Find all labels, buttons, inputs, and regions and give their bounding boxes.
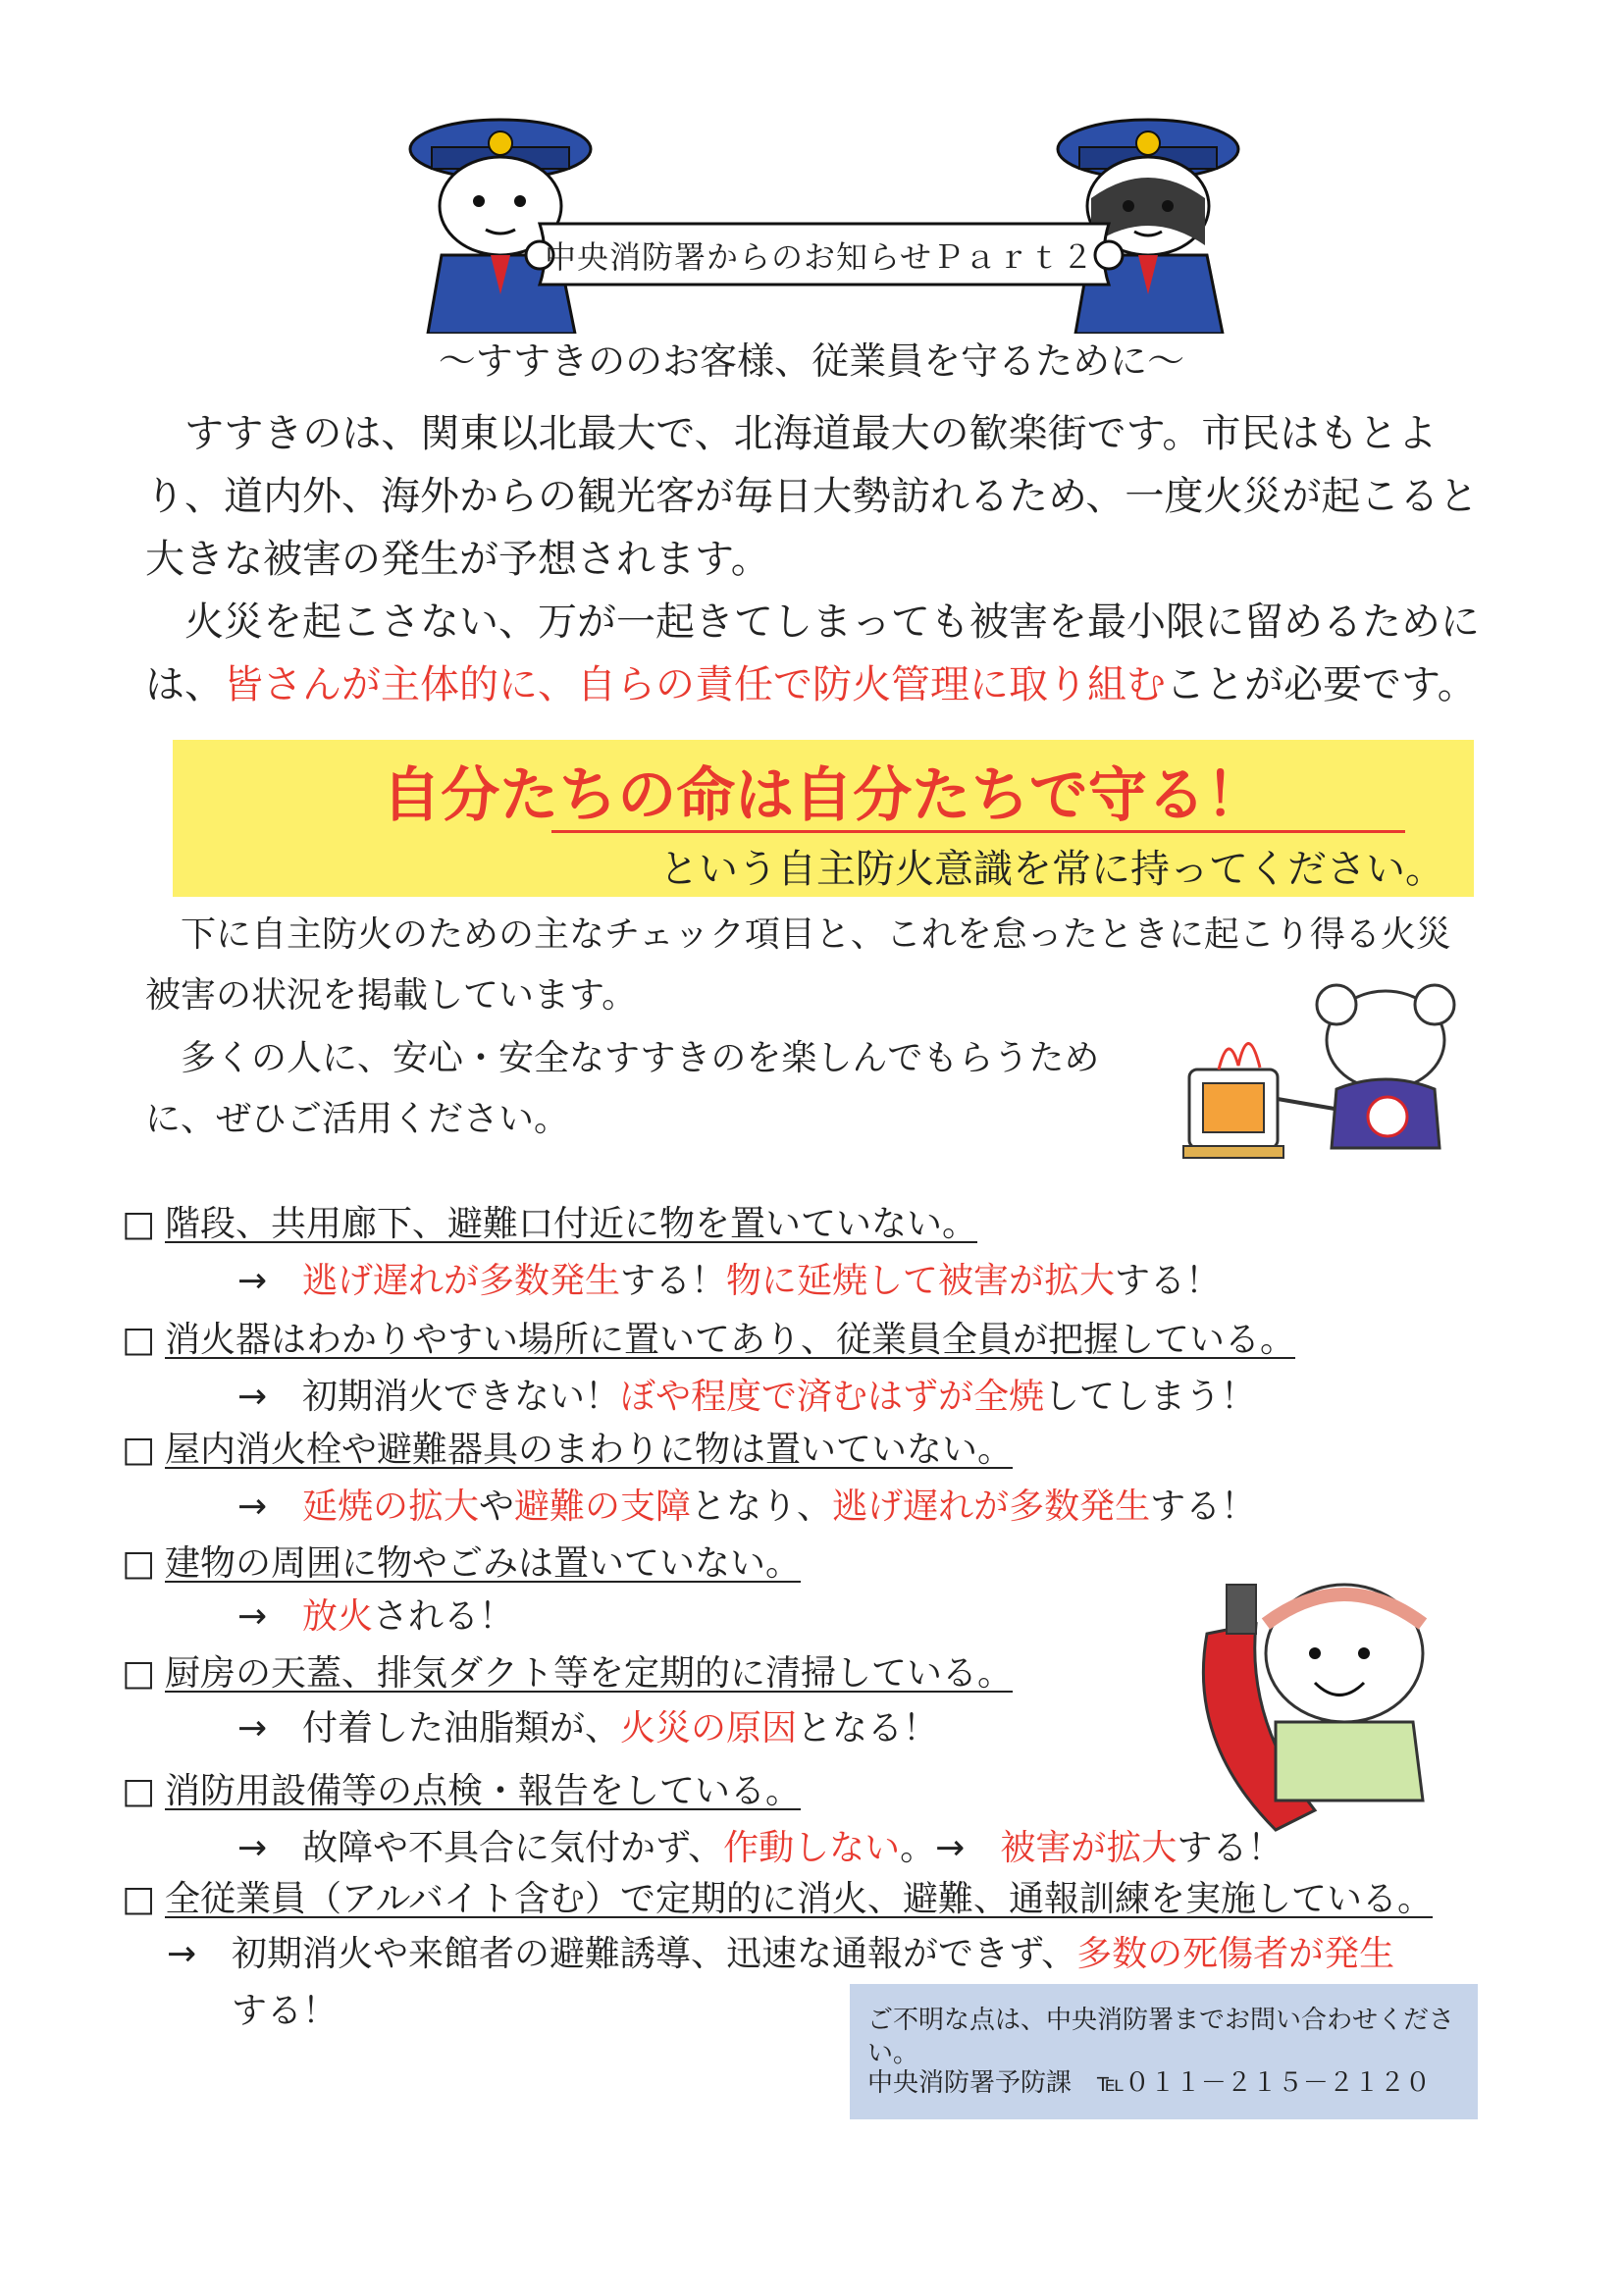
banner-title: 中央消防署からのお知らせＰａｒｔ２ bbox=[544, 238, 1095, 276]
consequence-text: となる！ bbox=[797, 1708, 939, 1748]
checklist-consequence bbox=[237, 1825, 1283, 1872]
consequence-text: してしまう！ bbox=[1044, 1377, 1257, 1417]
checklist-item bbox=[122, 1876, 1433, 1923]
arrow-right-icon: → bbox=[237, 1596, 268, 1637]
consequence-text: 初期消火できない！ bbox=[302, 1377, 621, 1417]
consequence-text: となり、 bbox=[691, 1487, 833, 1527]
checklist-item-text: 全従業員（アルバイト含む）で定期的に消火、避難、通報訓練を実施している。 bbox=[165, 1879, 1434, 1919]
checkbox-icon: □ bbox=[122, 1430, 156, 1470]
consequence-emphasis: 火災の原因 bbox=[620, 1708, 798, 1748]
checkbox-icon: □ bbox=[122, 1320, 156, 1360]
arrow-right-icon: → bbox=[237, 1708, 268, 1748]
consequence-emphasis: 延焼の拡大 bbox=[302, 1487, 480, 1527]
consequence-emphasis: 物に延焼して被害が拡大 bbox=[726, 1261, 1116, 1301]
mouse-extinguisher-icon bbox=[1168, 1545, 1452, 1840]
checklist-item bbox=[122, 1427, 1013, 1474]
consequence-emphasis: 逃げ遅れが多数発生 bbox=[302, 1261, 621, 1301]
checklist-item-text: 消防用設備等の点検・報告をしている。 bbox=[165, 1771, 802, 1811]
checklist-consequence bbox=[237, 1593, 514, 1641]
consequence-emphasis: 放火 bbox=[302, 1596, 374, 1637]
checklist-item-text: 消火器はわかりやすい場所に置いてあり、従業員全員が把握している。 bbox=[165, 1320, 1296, 1360]
guide-paragraph-1: 下に自主防火のための主なチェック項目と、これを怠ったときに起こり得る火災被害の状況を掲載しています。 bbox=[145, 914, 1451, 1016]
contact-note: ご不明な点は、中央消防署までお問い合わせください。 bbox=[867, 2006, 1455, 2068]
subtitle: ～すすきののお客様、従業員を守るために～ bbox=[438, 339, 1185, 383]
mouse-extinguisher-illustration bbox=[1168, 1545, 1452, 1840]
consequence-text: 初期消火や来館者の避難誘導、迅速な通報ができず、 bbox=[232, 1934, 1077, 1974]
checklist-consequence-continuation: する！ bbox=[232, 1991, 339, 2031]
consequence-text: 付着した油脂類が、 bbox=[302, 1708, 621, 1748]
consequence-emphasis: 作動しない bbox=[723, 1828, 901, 1868]
checklist-consequence bbox=[237, 1374, 1256, 1421]
consequence-text: 故障や不具合に気付かず、 bbox=[302, 1828, 724, 1868]
checkbox-icon: □ bbox=[122, 1771, 156, 1811]
slogan-sub: という自主防火意識を常に持ってください。 bbox=[659, 847, 1444, 892]
arrow-right-icon: → bbox=[237, 1261, 268, 1301]
checkbox-icon: □ bbox=[122, 1204, 156, 1244]
officers-holding-sign-icon bbox=[393, 108, 1256, 334]
checkbox-icon: □ bbox=[122, 1543, 156, 1584]
checklist-consequence bbox=[237, 1705, 938, 1752]
checklist-consequence bbox=[237, 1258, 1221, 1305]
arrow-right-icon: → bbox=[167, 1934, 197, 1974]
consequence-text: する！ bbox=[1150, 1487, 1257, 1527]
intro-p2-emphasis: 皆さんが主体的に、自らの責任で防火管理に取り組む bbox=[224, 662, 1166, 707]
intro-paragraph-2 bbox=[145, 591, 1490, 716]
consequence-emphasis: ぼや程度で済むはずが全焼 bbox=[620, 1377, 1045, 1417]
checklist-item-text: 厨房の天蓋、排気ダクト等を定期的に清掃している。 bbox=[165, 1653, 1014, 1694]
checkbox-icon: □ bbox=[122, 1879, 156, 1919]
consequence-text: する！ bbox=[1177, 1828, 1283, 1868]
checklist-item-text: 屋内消火栓や避難器具のまわりに物は置いていない。 bbox=[165, 1430, 1014, 1470]
consequence-text: 。→ bbox=[900, 1828, 1001, 1868]
checklist-item-text: 建物の周囲に物やごみは置いていない。 bbox=[165, 1543, 802, 1584]
mouse-heater-illustration bbox=[1170, 981, 1493, 1177]
checkbox-icon: □ bbox=[122, 1653, 156, 1694]
consequence-emphasis: 逃げ遅れが多数発生 bbox=[832, 1487, 1151, 1527]
consequence-text: する！ bbox=[1115, 1261, 1222, 1301]
checklist-item bbox=[122, 1540, 801, 1588]
mouse-heater-icon bbox=[1170, 981, 1493, 1177]
consequence-emphasis: 避難の支障 bbox=[514, 1487, 692, 1527]
checklist-consequence bbox=[167, 1931, 1394, 1978]
consequence-text: や bbox=[479, 1487, 515, 1527]
consequence-text: される！ bbox=[373, 1596, 515, 1637]
checklist-item bbox=[122, 1201, 977, 1248]
slogan-underline bbox=[551, 830, 1405, 833]
checklist-item-text: 階段、共用廊下、避難口付近に物を置いていない。 bbox=[165, 1204, 978, 1244]
arrow-right-icon: → bbox=[237, 1828, 268, 1868]
checklist-consequence bbox=[237, 1484, 1256, 1531]
slogan-main: 自分たちの命は自分たちで守る！ bbox=[382, 761, 1265, 830]
intro-p2-text-a: 火災を起こさない、万が一起きてしまっても被害を最小限に留めるためには、 bbox=[145, 600, 1480, 707]
intro-paragraph-1: すすきのは、関東以北最大で、北海道最大の歓楽街です。市民はもとより、道内外、海外からの観光客が毎日大勢訪れるため、一度火災が起こると大きな被害の発生が予想されます。 bbox=[145, 411, 1479, 582]
consequence-emphasis: 被害が拡大 bbox=[1000, 1828, 1178, 1868]
checklist-item bbox=[122, 1650, 1013, 1697]
contact-box bbox=[850, 1984, 1478, 2119]
consequence-text: する！ bbox=[620, 1261, 727, 1301]
arrow-right-icon: → bbox=[237, 1377, 268, 1417]
checklist-item bbox=[122, 1317, 1295, 1364]
intro-p2-text-b: ことが必要です。 bbox=[1166, 662, 1477, 707]
slogan-box bbox=[173, 740, 1474, 897]
guide-paragraph-2: 多くの人に、安心・安全なすすきのを楽しんでもらうために、ぜひご活用ください。 bbox=[145, 1038, 1100, 1139]
checklist-item bbox=[122, 1768, 801, 1815]
header-illustration bbox=[393, 108, 1256, 334]
contact-phone: 中央消防署予防課 ℡０１１－２１５－２１２０ bbox=[867, 2068, 1431, 2098]
consequence-emphasis: 多数の死傷者が発生 bbox=[1076, 1934, 1395, 1974]
arrow-right-icon: → bbox=[237, 1487, 268, 1527]
